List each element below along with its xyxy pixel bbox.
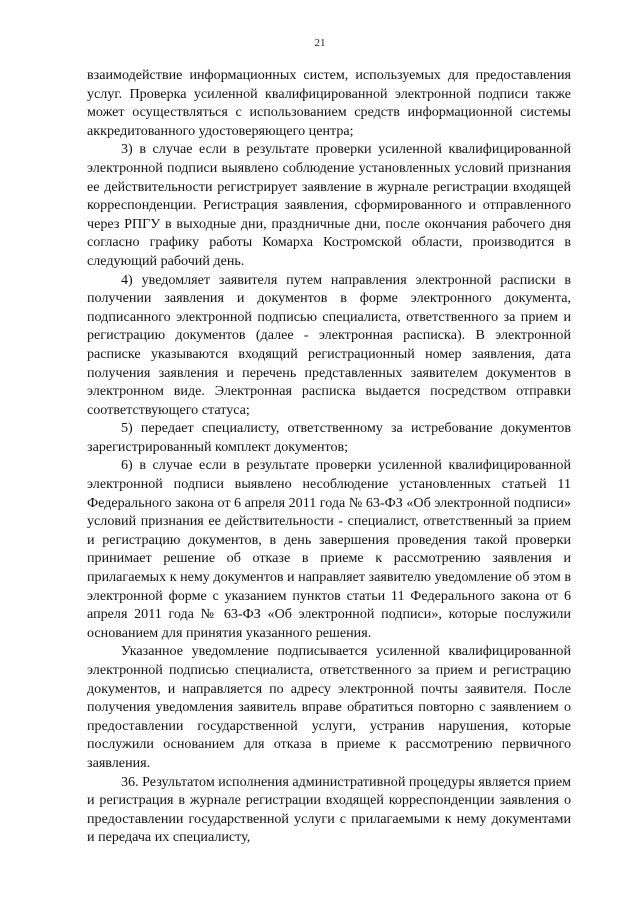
- paragraph-notification: Указанное уведомление подписывается усиленной квалифицированной электронной подписью специалиста, ответственного за прием и регистрацию документов, и направляется по адресу электронной почты заявителя. После получения уведомления заявитель вправе обратиться повторно с заявлением о предоставлении государственной услуги, устранив нарушения, которые послужили основанием для отказа в приеме к рассмотрению первичного заявления.: [87, 643, 571, 771]
- paragraph-36: 36. Результатом исполнения административной процедуры является прием и регистрация в журнале регистрации входящей корреспонденции заявления о предоставлении государственной услуги с прилагаемыми к нему документами и передача их специалисту,: [87, 773, 572, 846]
- paragraph-item-4: 4) уведомляет заявителя путем направления электронной расписки в получении заявления и документов в форме электронного документа, подписанного электронной подписью специалиста, ответственного за прием и регистрацию документов (далее - электронная расписка). В электронной расписке указываются входящий регистрационный номер заявления, дата получения заявления и перечень представленных заявителем документов в электронном виде. Электронная расписка выдается посредством отправки соответствующего статуса;: [87, 271, 571, 418]
- paragraph-item-5: 5) передает специалисту, ответственному за истребование документов зарегистрированный комплект документов;: [87, 420, 571, 455]
- document-body: [87, 66, 571, 847]
- paragraph-continuation: взаимодействие информационных систем, используемых для предоставления услуг. Проверка усиленной квалифицированной электронной подписи также может осуществляться с использованием средств информационной системы аккредитованного удостоверяющего центра;: [87, 67, 571, 139]
- page-number: 21: [314, 37, 326, 49]
- paragraph-item-3: 3) в случае если в результате проверки усиленной квалифицированной электронной подписи выявлено соблюдение установленных условий признания ее действительности регистрирует заявление в журнале регистрации входящей корреспонденции. Регистрация заявления, сформированного и отправленного через РПГУ в выходные дни, праздничные дни, после окончания рабочего дня согласно графику работы Комарха Костромской области, производится в следующий рабочий день.: [87, 141, 571, 269]
- paragraph-item-6: 6) в случае если в результате проверки усиленной квалифицированной электронной подписи выявлено несоблюдение установленных статьей 11 Федерального закона от 6 апреля 2011 года № 63-ФЗ «Об электронной подписи» условий признания ее действительности - специалист, ответственный за прием и регистрацию документов, в день завершения проведения такой проверки принимает решение об отказе в приеме к рассмотрению заявления и прилагаемых к нему документов и направляет заявителю уведомление об этом в электронной форме с указанием пунктов статьи 11 Федерального закона от 6 апреля 2011 года № 63-ФЗ «Об электронной подписи», которые послужили основанием для принятия указанного решения.: [87, 457, 571, 641]
